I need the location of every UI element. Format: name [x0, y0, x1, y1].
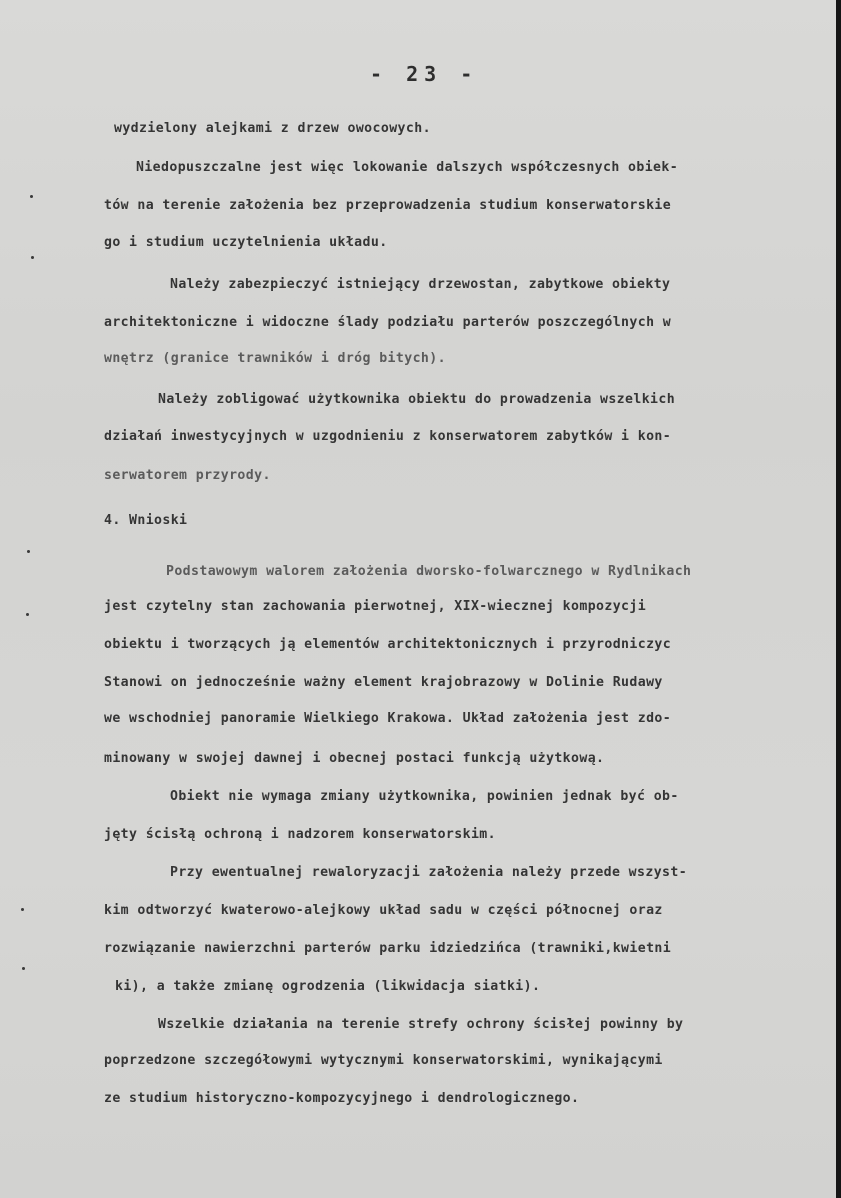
scan-speck [31, 256, 34, 259]
scan-speck [21, 908, 24, 911]
body-line: działań inwestycyjnych w uzgodnieniu z konserwatorem zabytków i kon- [104, 429, 672, 444]
body-line: ki), a także zmianę ogrodzenia (likwidacja siatki). [115, 979, 541, 994]
body-line: wydzielony alejkami z drzew owocowych. [114, 121, 431, 136]
body-line: Przy ewentualnej rewaloryzacji założenia należy przede wszyst- [170, 865, 688, 880]
body-line: Obiekt nie wymaga zmiany użytkownika, powinien jednak być ob- [170, 789, 679, 804]
section-heading: 4. Wnioski [104, 513, 188, 528]
body-line: we wschodniej panoramie Wielkiego Krakowa. Układ założenia jest zdo- [104, 711, 672, 726]
body-line: jest czytelny stan zachowania pierwotnej, XIX-wiecznej kompozycji [104, 599, 647, 614]
body-line: Podstawowym walorem założenia dworsko-folwarcznego w Rydlnikach [166, 564, 692, 579]
body-line: Stanowi on jednocześnie ważny element krajobrazowy w Dolinie Rudawy [104, 675, 663, 690]
body-line: architektoniczne i widoczne ślady podziału parterów poszczególnych w [104, 315, 672, 330]
body-line: Niedopuszczalne jest więc lokowanie dalszych współczesnych obiek- [136, 160, 679, 175]
body-line: tów na terenie założenia bez przeprowadzenia studium konserwatorskie [104, 198, 672, 213]
body-line: obiektu i tworzących ją elementów architektonicznych i przyrodniczyc [104, 637, 672, 652]
body-line: rozwiązanie nawierzchni parterów parku idziedzińca (trawniki,kwietni [104, 941, 672, 956]
body-line: wnętrz (granice trawników i dróg bitych). [104, 351, 446, 366]
scan-edge [836, 0, 841, 1198]
body-line: kim odtworzyć kwaterowo-alejkowy układ sadu w części północnej oraz [104, 903, 663, 918]
body-line: Wszelkie działania na terenie strefy ochrony ścisłej powinny by [158, 1017, 684, 1032]
scan-speck [27, 550, 30, 553]
body-line: jęty ścisłą ochroną i nadzorem konserwatorskim. [104, 827, 496, 842]
body-line: Należy zabezpieczyć istniejący drzewostan, zabytkowe obiekty [170, 277, 671, 292]
scan-speck [22, 967, 25, 970]
page-number: - 23 - [370, 62, 479, 86]
scan-speck [30, 195, 33, 198]
scan-speck [26, 613, 29, 616]
body-line: minowany w swojej dawnej i obecnej postaci funkcją użytkową. [104, 751, 605, 766]
body-line: go i studium uczytelnienia układu. [104, 235, 388, 250]
body-line: ze studium historyczno-kompozycyjnego i dendrologicznego. [104, 1091, 580, 1106]
body-line: Należy zobligować użytkownika obiektu do prowadzenia wszelkich [158, 392, 676, 407]
body-line: serwatorem przyrody. [104, 468, 271, 483]
body-line: poprzedzone szczegółowymi wytycznymi konserwatorskimi, wynikającymi [104, 1053, 663, 1068]
